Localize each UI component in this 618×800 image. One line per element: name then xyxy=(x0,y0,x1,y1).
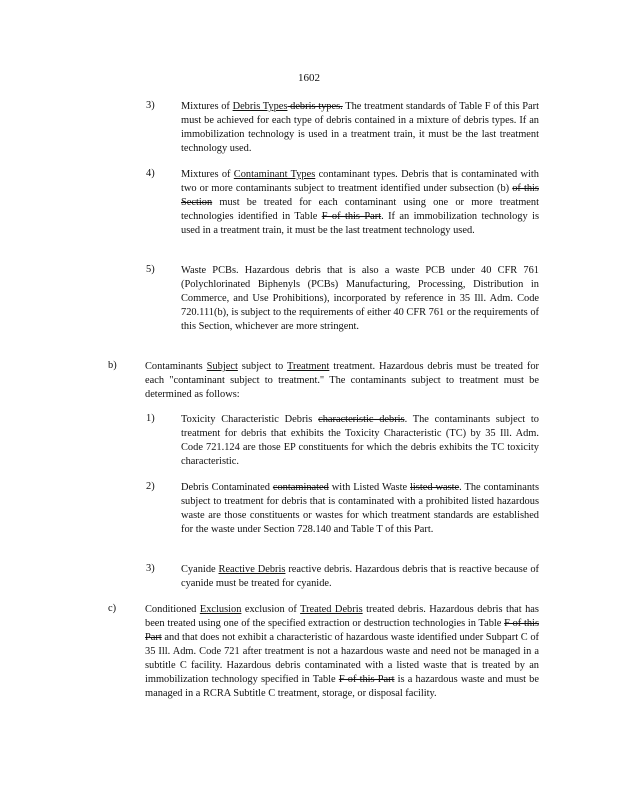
text-run: Conditioned xyxy=(145,604,200,615)
deleted-text: F of this Part xyxy=(338,674,395,685)
item-label: c) xyxy=(108,603,117,614)
text-run: . The contaminants subject to treatment for debris that exhibits the Toxicity Characteristic (TC) by 35 Ill. Adm. Code 721.124 are those EP constituents for which the debris exhibits the TC toxicity characteristic. xyxy=(181,414,540,467)
deleted-text: debris types. xyxy=(287,101,343,112)
text-run: Mixtures of xyxy=(181,169,234,180)
item-body xyxy=(181,481,539,537)
deleted-text: characteristic debris xyxy=(318,414,405,425)
item-body xyxy=(181,168,539,238)
text-run: Toxicity Characteristic Debris xyxy=(181,414,319,425)
item-body xyxy=(145,603,539,701)
text-run: subject to xyxy=(237,361,287,372)
inserted-text: Treatment xyxy=(287,361,330,372)
inserted-text: Debris Types xyxy=(232,101,288,112)
item-body xyxy=(145,360,539,402)
deleted-text: F of this Part xyxy=(145,618,539,643)
text-run: reactive debris. Hazardous debris that is reactive because of cyanide must be treated for cyanide. xyxy=(181,564,539,589)
text-run: and that does not exhibit a characteristic of hazardous waste identified under Subpart C of 35 Ill. Adm. Code 721 after treatment is not a hazardous waste and need not be managed in a subtitle C facility. Hazardous debris contaminated with a listed waste that is treated by an immobilization technology specified in Table xyxy=(145,632,539,685)
text-run: exclusion of xyxy=(241,604,301,615)
item-body: Waste PCBs. Hazardous debris that is also a waste PCB under 40 CFR 761 (Polychlorinated Biphenyls (PCBs) Manufacturing, Processing, Distribution in Commerce, and Use Prohibitions), incorporated by reference in 35 Ill. Adm. Code 720.111(b), is subject to the requirements of either 40 CFR 761 or the requirements of this Section, whichever are more stringent. xyxy=(181,265,539,332)
item-body xyxy=(181,413,539,469)
text-run: treatment. Hazardous debris must be treated for each "contaminant subject to treatment." The contaminants subject to treatment must be determined as follows: xyxy=(145,361,539,400)
text-run: Contaminants xyxy=(145,361,207,372)
text-run: Debris Contaminated xyxy=(181,482,273,493)
deleted-text: contaminated xyxy=(272,482,329,493)
item-label: 5) xyxy=(146,264,155,275)
inserted-text: Exclusion xyxy=(199,604,242,615)
page-number: 1602 xyxy=(298,72,320,84)
text-run: is a hazardous waste and must be managed in a RCRA Subtitle C treatment, storage, or disposal facility. xyxy=(145,674,539,699)
inserted-text: Contaminant Types xyxy=(233,169,316,180)
text-run: contaminant types. xyxy=(315,169,398,180)
deleted-text: of this Section xyxy=(181,183,539,208)
text-run: Cyanide xyxy=(181,564,219,575)
text-run: treated debris. Hazardous debris that has been treated using one of the specified extraction or destruction technologies in Table xyxy=(145,604,539,629)
deleted-text: F of this Part xyxy=(321,211,382,222)
inserted-text: Treated Debris xyxy=(300,604,363,615)
inserted-text: Reactive Debris xyxy=(218,564,286,575)
text-run: . The contaminants subject to treatment for debris that is contaminated with a prohibited listed hazardous waste are those constituents or wastes for which treatment standards are established for the waste under Section 728.140 and Table T of this Part. xyxy=(181,482,539,535)
text-run: Mixtures of xyxy=(181,101,233,112)
text-run: The treatment standards of Table F of this Part must be achieved for each type of debris contained in a mixture of debris types. If an immobilization technology is used in a treatment train, it must be the last treatment technology used. xyxy=(181,101,539,154)
deleted-text: listed waste xyxy=(410,482,460,493)
text-run: Debris that is contaminated with two or more contaminants subject to treatment identified under subsection (b) xyxy=(181,169,539,194)
item-label: b) xyxy=(108,360,117,371)
inserted-text: Subject xyxy=(206,361,238,372)
item-body xyxy=(181,563,539,591)
text-run: must be treated for each contaminant using one or more treatment technologies identified in Table xyxy=(181,197,539,222)
item-label: 1) xyxy=(146,413,155,424)
item-body xyxy=(181,100,539,156)
item-label: 4) xyxy=(146,168,155,179)
item-label: 3) xyxy=(146,563,155,574)
item-label: 3) xyxy=(146,100,155,111)
text-run: with Listed Waste xyxy=(328,482,411,493)
text-run: . If an immobilization technology is used in a treatment train, it must be the last treatment technology used. xyxy=(181,211,539,236)
item-label: 2) xyxy=(146,481,155,492)
